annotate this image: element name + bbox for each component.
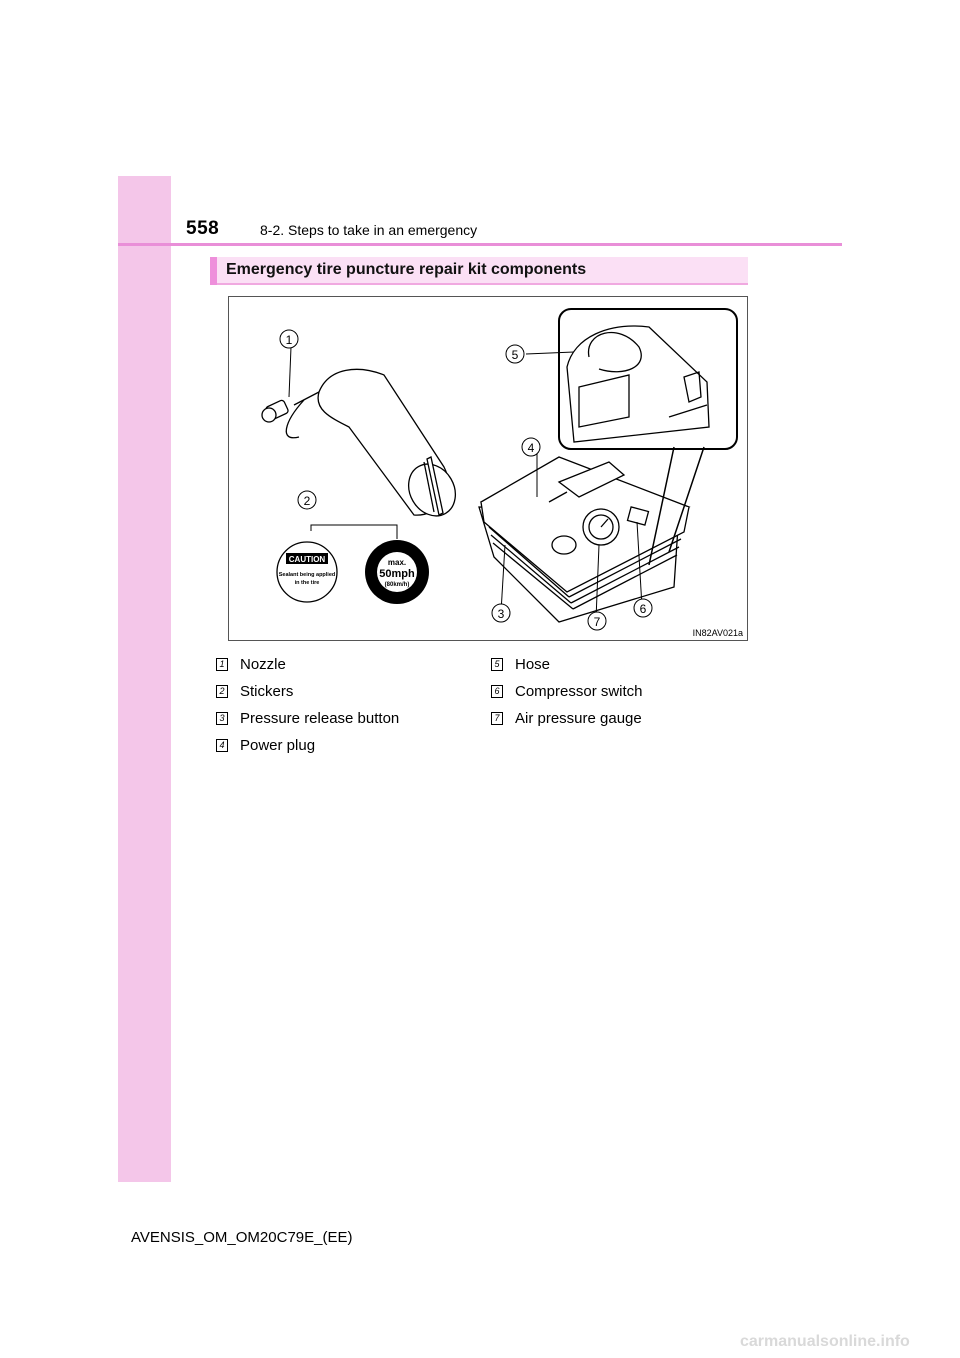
legend-item — [491, 681, 643, 701]
caution-sticker-line2: in the tire — [294, 580, 320, 586]
sealant-bottle — [262, 369, 465, 524]
figure-code: IN82AV021a — [692, 628, 743, 638]
legend-number: 1 — [216, 658, 228, 671]
footer-code: AVENSIS_OM_OM20C79E_(EE) — [131, 1229, 353, 1246]
section-heading: Emergency tire puncture repair kit components — [226, 261, 587, 278]
heading-marker — [210, 257, 217, 285]
caution-sticker-line1: Sealant being applied — [278, 572, 336, 578]
legend-number: 7 — [491, 712, 503, 725]
callout-3: 3 — [497, 607, 505, 621]
side-tab — [118, 176, 171, 1182]
header-rule — [118, 243, 842, 246]
legend-number: 2 — [216, 685, 228, 698]
legend-number: 4 — [216, 739, 228, 752]
section-title: 8-2. Steps to take in an emergency — [260, 222, 478, 238]
callout-5: 5 — [511, 348, 519, 362]
speed-sticker-speed: 50mph — [379, 568, 415, 580]
caution-sticker-title: CAUTION — [288, 555, 326, 564]
speed-sticker — [365, 540, 429, 604]
callout-2: 2 — [303, 494, 311, 508]
watermark[interactable]: carmanualsonline.info — [740, 1333, 910, 1350]
legend-number: 3 — [216, 712, 228, 725]
legend-label: Compressor switch — [515, 682, 643, 700]
legend-number: 5 — [491, 658, 503, 671]
legend-label: Power plug — [240, 736, 316, 754]
legend-number: 6 — [491, 685, 503, 698]
legend-item — [216, 735, 315, 755]
legend-item — [216, 708, 399, 728]
caution-sticker — [277, 542, 337, 602]
legend-item — [491, 654, 550, 674]
callout-1: 1 — [285, 333, 293, 347]
page-number: 558 — [186, 218, 220, 239]
legend-label: Pressure release button — [240, 709, 400, 727]
callout-4: 4 — [527, 441, 535, 455]
callout-7: 7 — [593, 615, 601, 629]
legend-item — [216, 681, 293, 701]
legend-label: Hose — [515, 655, 551, 673]
speed-sticker-kmh: (80km/h) — [384, 582, 410, 588]
legend-item — [491, 708, 642, 728]
speed-sticker-top: max. — [387, 558, 407, 567]
repair-kit-illustration — [228, 296, 748, 641]
legend-item — [216, 654, 286, 674]
callout-6: 6 — [639, 602, 647, 616]
legend-label: Nozzle — [240, 655, 286, 673]
legend-label: Stickers — [240, 682, 294, 700]
compressor — [479, 457, 689, 622]
legend-label: Air pressure gauge — [515, 709, 642, 727]
